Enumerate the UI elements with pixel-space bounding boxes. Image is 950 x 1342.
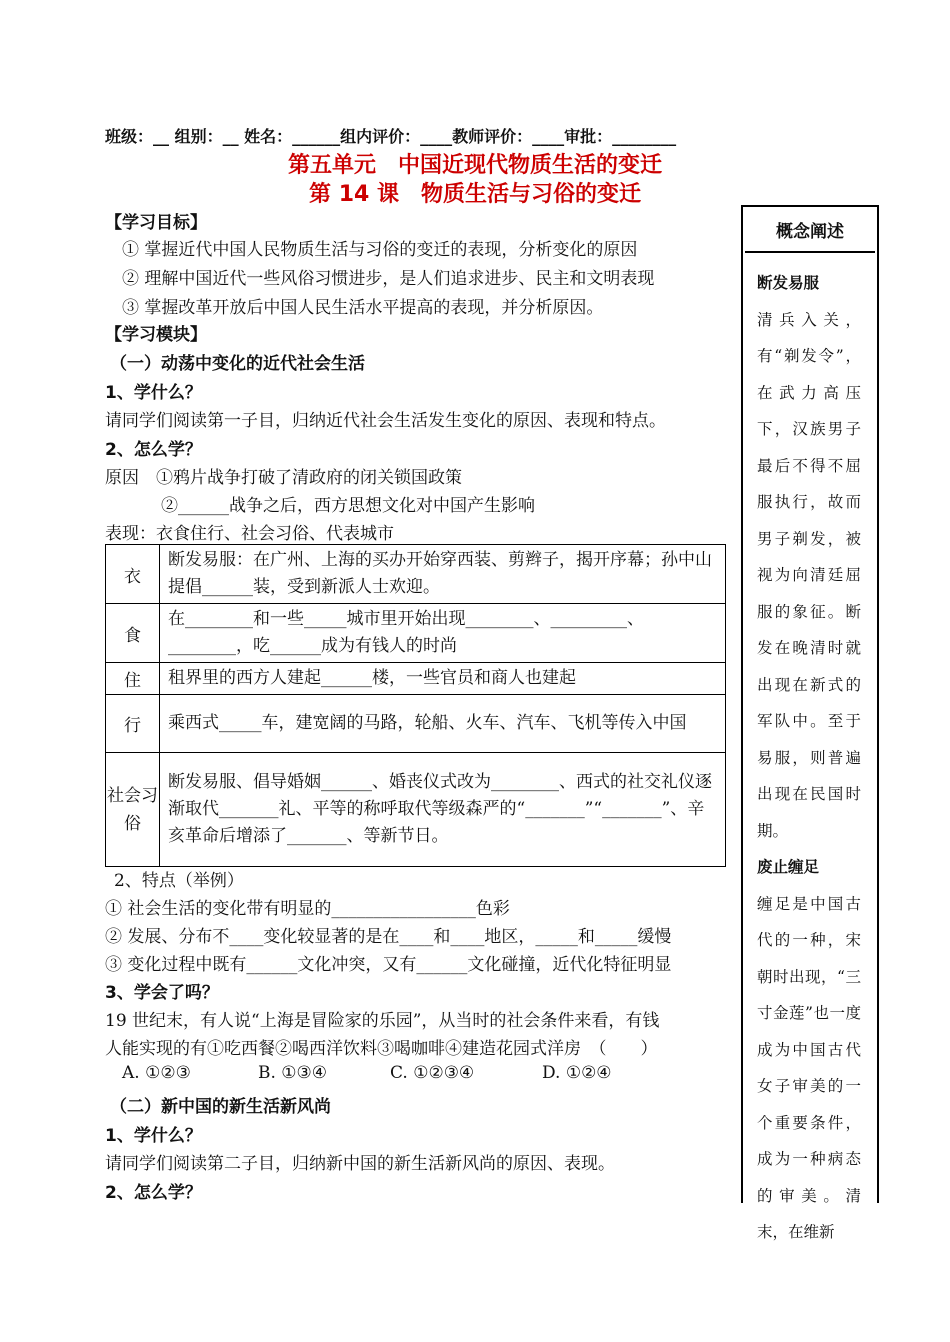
table-row (106, 604, 726, 663)
goal-item: ③ 掌握改革开放后中国人民生活水平提高的表现，并分析原因。 (122, 298, 604, 318)
table-key-cell: 衣 (106, 545, 160, 604)
question-how: 2、怎么学？ (105, 1183, 202, 1203)
features-title: 2、特点（举例） (114, 871, 244, 891)
concept-text: 清兵入关，有“剃发令”，在武力高压下，汉族男子最后不得不屈服执行，故而男子剃发，被视为向清廷屈服的象征。断发在晚清时就出现在新式的军队中。至于易服，则普遍出现在民国时期。 (757, 310, 861, 840)
goal-item: ② 理解中国近代一些风俗习惯进步，是人们追求进步、民主和文明表现 (122, 269, 655, 289)
section1-title: （一）动荡中变化的近代社会生活 (110, 354, 365, 374)
quiz-question: 19 世纪末，有人说“上海是冒险家的乐园”，从当时的社会条件来看，有钱 (105, 1011, 660, 1031)
concept-heading: 断发易服 (757, 274, 820, 292)
table-value-cell: 断发易服：在广州、上海的买办开始穿西装、剪辫子，揭开序幕；孙中山提倡______装，受到新派人士欢迎。 (160, 545, 726, 604)
table-value-cell: 断发易服、倡导婚姻______、婚丧仪式改为________、西式的社交礼仪逐渐取代_______礼、平等的称呼取代等级森严的“_______”“_______”、辛亥革命后增添了_______、等新节日。 (160, 753, 726, 867)
feature-line: ③ 变化过程中既有______文化冲突，又有______文化碰撞，近代化特征明显 (105, 955, 672, 975)
table-row (106, 753, 726, 867)
table-row (106, 663, 726, 695)
concept-heading: 废止缠足 (757, 858, 820, 876)
table-key-cell: 行 (106, 695, 160, 753)
question-how: 2、怎么学？ (105, 440, 202, 460)
quiz-option-c[interactable]: C. ①②③④ (390, 1063, 475, 1083)
feature-line: ① 社会生活的变化带有明显的_________________色彩 (105, 899, 510, 919)
lesson-title: 第 14 课 物质生活与习俗的变迁 (309, 182, 641, 207)
goals-heading: 【学习目标】 (105, 213, 207, 233)
table-value-cell: 在________和一些_____城市里开始出现________、_________、________，吃______成为有钱人的时尚 (160, 604, 726, 663)
question-check: 3、学会了吗？ (105, 983, 219, 1003)
concept-sidebar (741, 205, 879, 1241)
quiz-option-b[interactable]: B. ①③④ (258, 1063, 328, 1083)
module-heading: 【学习模块】 (105, 325, 207, 345)
unit-title: 第五单元 中国近现代物质生活的变迁 (287, 153, 662, 178)
sidebar-title: 概念阐述 (745, 207, 875, 253)
table-value-cell: 乘西式_____车，建宽阔的马路，轮船、火车、汽车、飞机等传入中国 (160, 695, 726, 753)
table-row (106, 545, 726, 604)
quiz-option-a[interactable]: A. ①②③ (122, 1063, 191, 1083)
reason-line: 原因 ①鸦片战争打破了清政府的闭关锁国政策 (105, 468, 462, 488)
expression-line: 表现：衣食住行、社会习俗、代表城市 (105, 524, 394, 544)
table-key-cell: 食 (106, 604, 160, 663)
table-key-cell: 社会习俗 (106, 753, 160, 867)
goal-item: ① 掌握近代中国人民物质生活与习俗的变迁的表现，分析变化的原因 (122, 240, 638, 260)
concept-text: 缠足是中国古代的一种，宋朝时出现，“三寸金莲”也一度成为中国古代女子审美的一个重要条件，成为一种病态的审美。清末，在维新 (757, 894, 861, 1241)
reason-line: ②______战争之后，西方思想文化对中国产生影响 (161, 496, 535, 516)
quiz-question: 人能实现的有①吃西餐②喝西洋饮料③喝咖啡④建造花园式洋房 （ ） (105, 1039, 658, 1059)
table-row (106, 695, 726, 753)
section2-title: （二）新中国的新生活新风尚 (110, 1097, 331, 1117)
instruction-text: 请同学们阅读第一子目，归纳近代社会生活发生变化的原因、表现和特点。 (105, 411, 666, 431)
question-what: 1、学什么？ (105, 1126, 202, 1146)
table-value-cell: 租界里的西方人建起______楼，一些官员和商人也建起 (160, 663, 726, 695)
life-changes-table (105, 544, 726, 867)
feature-line: ② 发展、分布不____变化较显著的是在____和____地区，_____和_____缓慢 (105, 927, 672, 947)
question-what: 1、学什么？ (105, 383, 202, 403)
table-key-cell: 住 (106, 663, 160, 695)
instruction-text: 请同学们阅读第二子目，归纳新中国的新生活新风尚的原因、表现。 (105, 1154, 615, 1174)
sidebar-body (757, 265, 861, 1251)
quiz-option-d[interactable]: D. ①②④ (542, 1063, 612, 1083)
student-info-header: 班级：__ 组别：__ 姓名：______组内评价：____教师评价：____审批：________ (105, 127, 677, 146)
